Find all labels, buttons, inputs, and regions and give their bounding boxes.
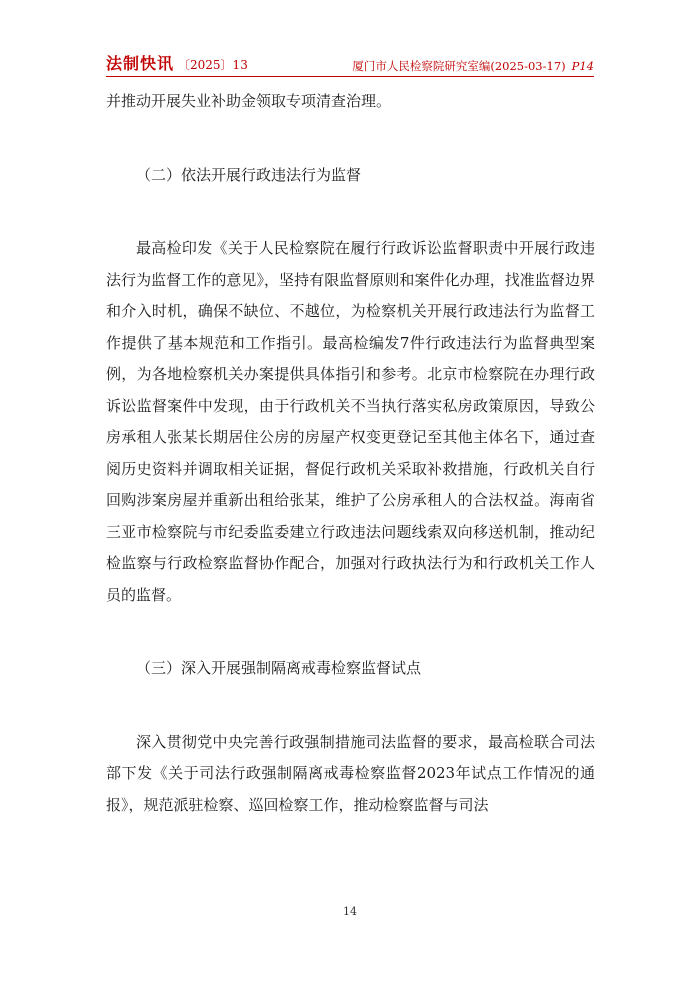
continuation-paragraph: 并推动开展失业补助金领取专项清查治理。: [106, 92, 392, 110]
header-page-tag: P14: [571, 59, 594, 73]
page-number: 14: [343, 905, 357, 918]
publication-title: 法制快讯: [106, 54, 175, 73]
header-divider: [106, 76, 594, 77]
editor-source: 厦门市人民检察院研究室编(2025-03-17): [352, 59, 566, 73]
publication-masthead: [106, 51, 248, 74]
header-source-info: [352, 58, 594, 74]
section-2-paragraph: 最高检印发《关于人民检察院在履行行政诉讼监督职责中开展行政违法行为监督工作的意见》，坚持有限监督原则和案件化办理，找准监督边界和介入时机，确保不缺位、不越位，为检察机关开展行政违法行为监督工作提供了基本规范和工作指引。最高检编发7件行政违法行为监督典型案例，为各地检察机关办案提供具体指引和参考。北京市检察院在办理行政诉讼监督案件中发现，由于行政机关不当执行落实私房政策原因，导致公房承租人张某长期居住公房的房屋产权变更登记至其他主体名下，通过查阅历史资料并调取相关证据，督促行政机关采取补救措施，行政机关自行回购涉案房屋并重新出租给张某，维护了公房承租人的合法权益。海南省三亚市检察院与市纪委监委建立行政违法问题线索双向移送机制，推动纪检监察与行政检察监督协作配合，加强对行政执法行为和行政机关工作人员的监督。: [106, 239, 595, 604]
page-header: [106, 52, 594, 74]
issue-number: 〔2025〕13: [178, 58, 248, 72]
section-2-heading: （二）依法开展行政违法行为监督: [136, 165, 362, 184]
section-3-heading: （三）深入开展强制隔离戒毒检察监督试点: [136, 659, 422, 677]
section-3-paragraph: 深入贯彻党中央完善行政强制措施司法监督的要求，最高检联合司法部下发《关于司法行政强制隔离戒毒检察监督2023年试点工作情况的通报》，规范派驻检察、巡回检察工作，推动检察监督与司法: [106, 732, 595, 814]
document-body: [106, 86, 595, 821]
